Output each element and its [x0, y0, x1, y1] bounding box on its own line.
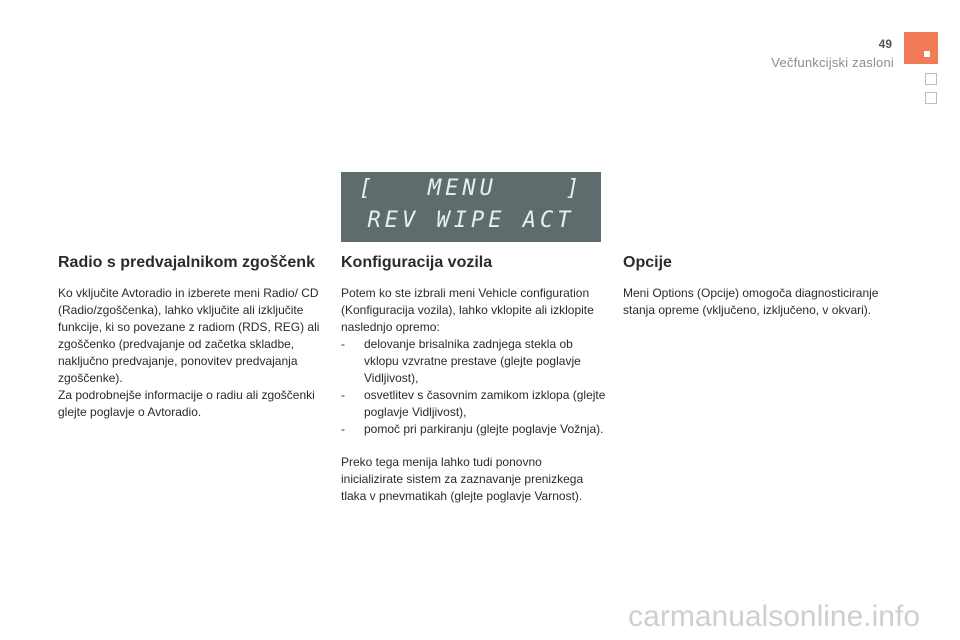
vehicle-config-list: [341, 336, 607, 438]
page-number: 49: [878, 37, 892, 51]
display-screenshot: [341, 172, 601, 242]
radio-paragraph: Ko vključite Avtoradio in izberete meni Radio/ CD (Radio/zgoščenka), lahko vključite ali izključite funkcije, ki so povezane z radiom (RDS, REG) ali zgoščenko (predvajanje od začetka skladbe, naključno predvajanje, ponovitev predvajanja zgoščenke).: [58, 286, 320, 385]
radio-section: [58, 254, 323, 421]
vehicle-config-heading: Konfiguracija vozila: [341, 254, 493, 271]
options-paragraph: Meni Options (Opcije) omogoča diagnosticiranje stanja opreme (vključeno, izključeno, v okvari).: [623, 286, 879, 317]
list-item: [341, 387, 607, 421]
vehicle-config-section: [341, 254, 607, 505]
chapter-tab[interactable]: [925, 92, 937, 104]
list-bullet: -: [341, 422, 345, 436]
list-item-text: delovanje brisalnika zadnjega stekla ob vklopu vzvratne prestave (glejte poglavje Vidljivost),: [364, 337, 581, 385]
radio-heading: Radio s predvajalnikom zgoščenk: [58, 254, 315, 271]
vehicle-config-intro: Potem ko ste izbrali meni Vehicle configuration (Konfiguracija vozila), lahko vklopite ali izklopite naslednjo opremo:: [341, 286, 594, 334]
square-icon: [924, 51, 930, 57]
list-item: [341, 421, 607, 438]
watermark: carmanualsonline.info: [628, 600, 920, 633]
vehicle-config-outro: Preko tega menija lahko tudi ponovno inicializirate sistem za zaznavanje prenizkega tlaka v pnevmatikah (glejte poglavje Varnost).: [341, 455, 584, 503]
display-line-1: [ MENU ]: [358, 176, 584, 201]
display-line-2: REV WIPE ACT: [367, 208, 575, 233]
list-item-text: pomoč pri parkiranju (glejte poglavje Vožnja).: [364, 422, 604, 436]
list-item: [341, 336, 607, 387]
list-bullet: -: [341, 388, 345, 402]
radio-paragraph-2: Za podrobnejše informacije o radiu ali zgoščenki glejte poglavje o Avtoradio.: [58, 388, 315, 419]
list-item-text: osvetlitev s časovnim zamikom izklopa (glejte poglavje Vidljivost),: [364, 388, 606, 419]
chapter-title: Večfunkcijski zasloni: [771, 55, 894, 70]
options-section: [623, 254, 883, 319]
chapter-tab-active[interactable]: [904, 32, 938, 64]
chapter-tab[interactable]: [925, 73, 937, 85]
list-bullet: -: [341, 337, 345, 351]
options-heading: Opcije: [623, 254, 672, 271]
